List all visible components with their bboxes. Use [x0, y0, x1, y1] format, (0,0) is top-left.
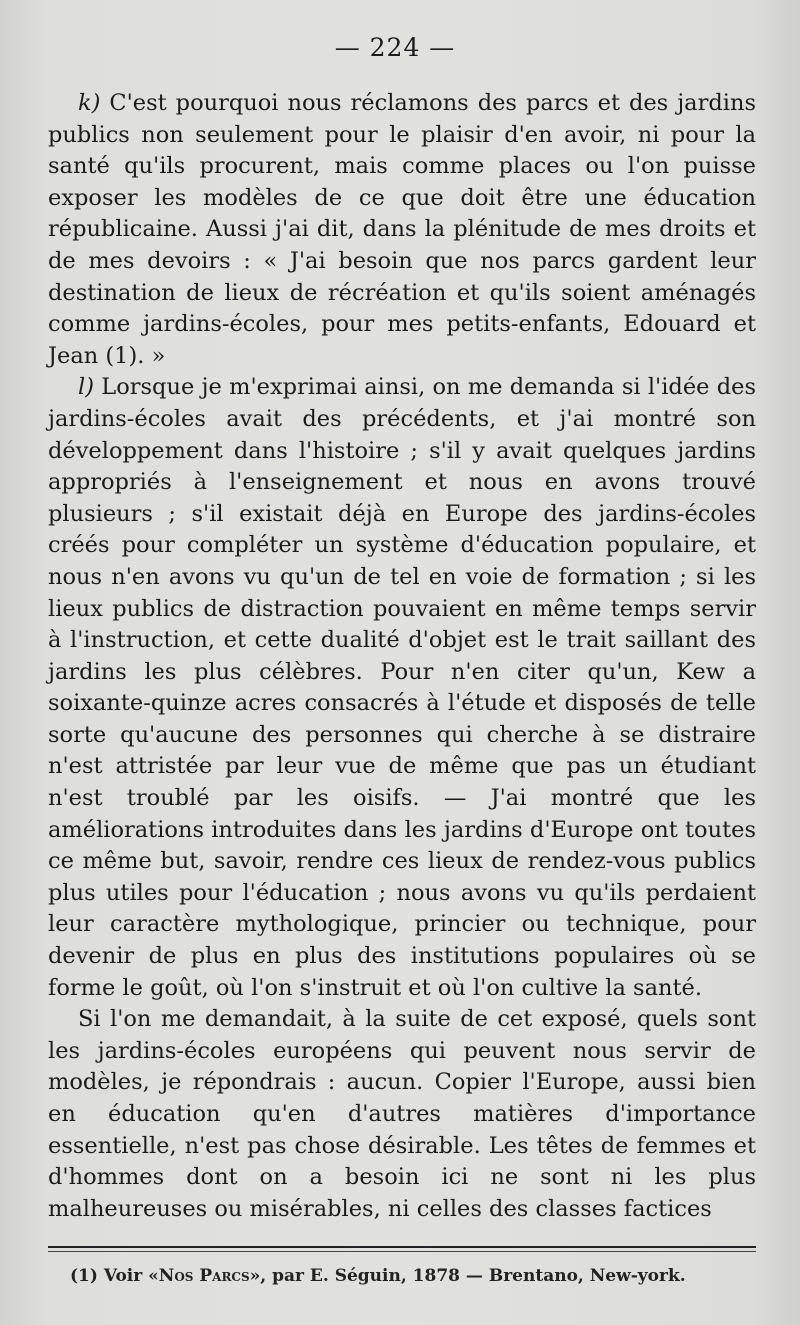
item-letter: l) — [78, 374, 94, 401]
body-text — [48, 88, 756, 1225]
footnote-pre: Voir « — [97, 1266, 159, 1286]
paragraph-conclusion — [48, 1004, 756, 1225]
footnote-marker: (1) — [70, 1266, 98, 1286]
paragraph-text: Si l'on me demandait, à la suite de cet exposé, quels sont les jardins-écoles européens qui peuvent nous servir de modèles, je répondrais : aucun. Copier l'Europe, aussi bien en éducation qu'en d'autres matières d'importance essentielle, n'est pas chose désirable. Les têtes de femmes et d'hommes dont on a besoin ici ne sont ni les plus malheureuses ou misérables, ni celles des classes factices — [48, 1006, 756, 1222]
paragraph-text: C'est pourquoi nous réclamons des parcs et des jardins publics non seulement pour le plaisir d'en avoir, ni pour la santé qu'ils procurent, mais comme places ou l'on puisse exposer les modèles de ce que doit être une éducation républicaine. Aussi j'ai dit, dans la plénitude de mes droits et de mes devoirs : « J'ai besoin que nos parcs gardent leur destination de lieux de récréation et qu'ils soient aménagés comme jardins-écoles, pour mes petits-enfants, Edouard et Jean (1). » — [48, 90, 756, 369]
footnote-rule — [48, 1246, 756, 1248]
item-letter: k) — [78, 90, 101, 116]
paragraph-k — [48, 88, 756, 372]
page-number: — 224 — — [334, 33, 456, 62]
footnote — [70, 1264, 750, 1288]
paragraph-text: Lorsque je m'exprimai ainsi, on me demanda si l'idée des jardins-écoles avait des précédents, et j'ai montré son développement dans l'histoire ; s'il y avait quelques jardins appropriés à l'enseignement et nous en avons trouvé plusieurs ; s'il existait déjà en Europe des jardins-écoles créés pour compléter un système d'éducation populaire, et nous n'en avons vu qu'un de tel en voie de formation ; si les lieux publics de distraction pouvaient en même temps servir à l'instruction, et cette dualité d'objet est le trait saillant des jardins les plus célèbres. Pour n'en citer qu'un, Kew a soixante-quinze acres consacrés à l'étude et disposés de telle sorte qu'aucune des personnes qui cherche à se distraire n'est attristée par leur vue de même que pas un étudiant n'est troublé par les oisifs. — J'ai montré que les améliorations introduites dans les jardins d'Europe ont toutes ce même but, savoir, rendre ces lieux de rendez-vous publics plus utiles pour l'éducation ; nous avons vu qu'ils perdaient leur caractère mythologique, princier ou technique, pour devenir de plus en plus des institutions populaires où se forme le goût, où l'on s'instruit et où l'on cultive la santé. — [48, 374, 756, 1001]
footnote-title: Nos Parcs — [158, 1266, 250, 1286]
paragraph-l — [48, 372, 756, 1004]
footnote-rule-thin — [48, 1251, 756, 1252]
footnote-post: », par E. Séguin, 1878 — Brentano, New-york. — [249, 1266, 686, 1286]
